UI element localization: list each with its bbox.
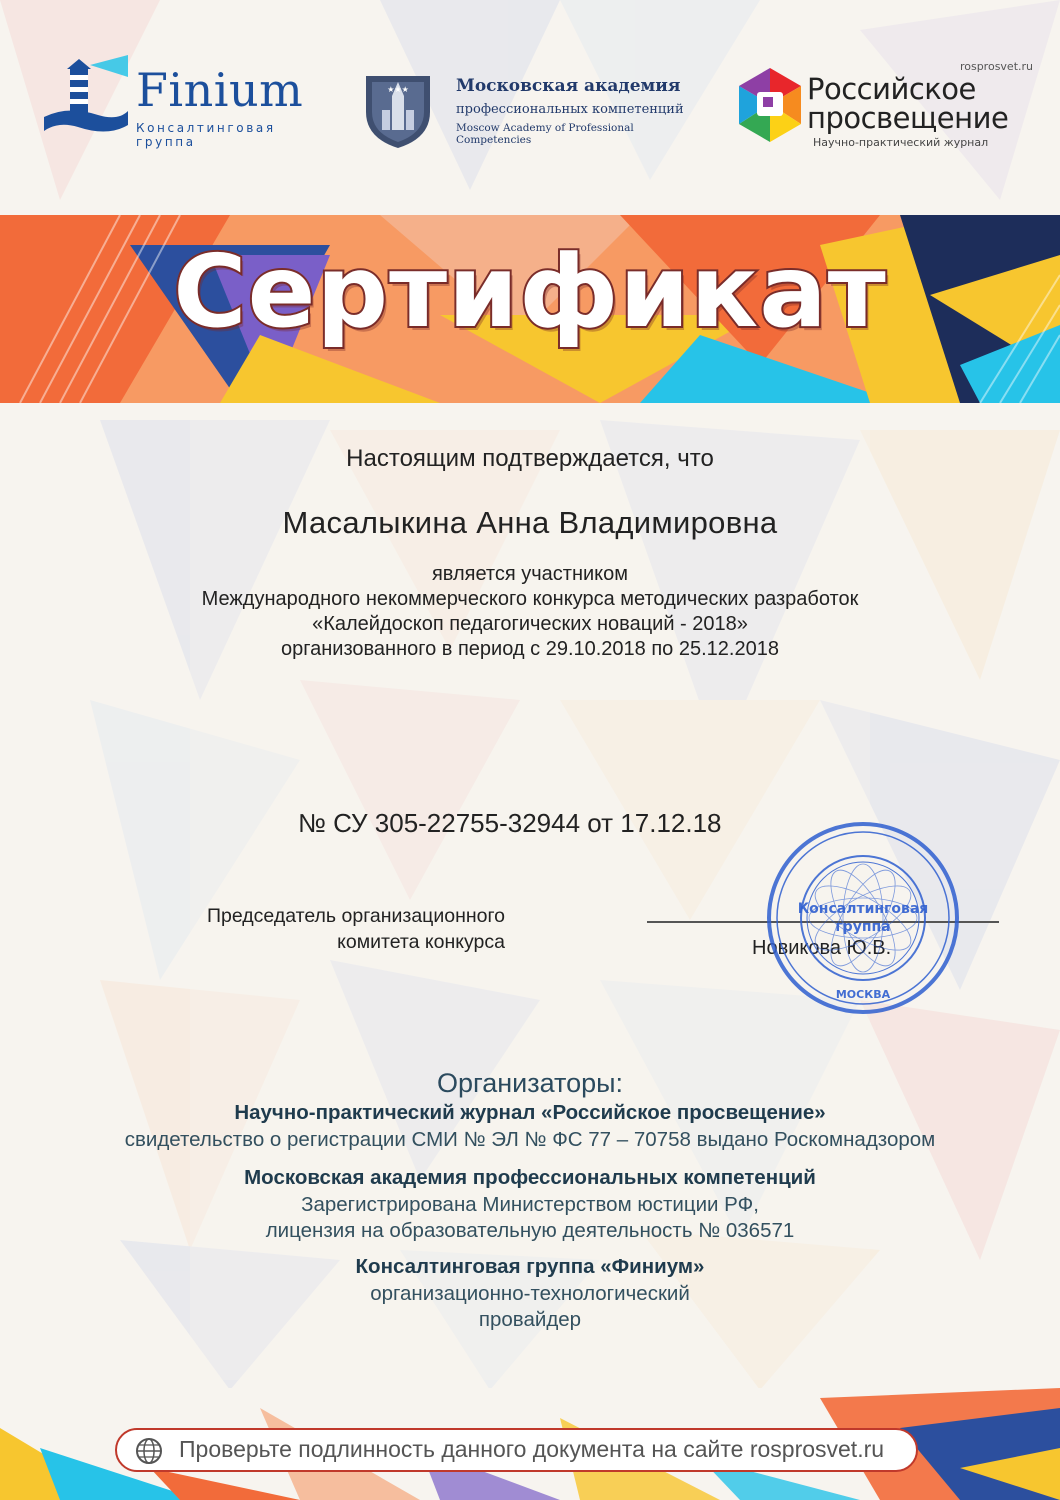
finium-logo — [38, 55, 338, 149]
organizer-academy-name: Московская академия профессиональных компетенций — [244, 1166, 816, 1189]
organizer-finium-name: Консалтинговая группа «Финиум» — [355, 1255, 705, 1278]
journal-logo — [735, 58, 1045, 158]
organizer-journal-registration: свидетельство о регистрации СМИ № ЭЛ № ФС 77 – 70758 выдано Роскомнадзором — [124, 1128, 936, 1151]
academy-logo — [358, 70, 708, 150]
stamp-text-line1: Консалтинговая — [797, 901, 929, 917]
participation-line-1: является участником — [431, 563, 629, 585]
stamp-text-line2: группа — [835, 919, 891, 935]
organizer-journal-name: Научно-практический журнал «Российское просвещение» — [234, 1101, 826, 1124]
certificate-number: № СУ 305-22755-32944 от 17.12.18 — [298, 808, 722, 838]
journal-name-line2: просвещение — [807, 101, 1009, 135]
recipient-name: Масалыкина Анна Владимировна — [282, 505, 778, 540]
chairman-title-line2: комитета конкурса — [337, 931, 505, 953]
journal-name-line1: Российское — [807, 72, 976, 106]
organizer-finium-role-2: провайдер — [478, 1308, 582, 1331]
finium-subtitle: Консалтинговая группа — [136, 121, 276, 149]
organizers-title: Организаторы: — [436, 1068, 624, 1098]
chairman-title — [100, 903, 505, 955]
lighthouse-icon — [38, 55, 130, 143]
finium-wordmark: Finium — [136, 63, 304, 117]
organizer-finium-role-1: организационно-технологический — [370, 1282, 690, 1305]
globe-icon — [135, 1437, 163, 1465]
verify-banner[interactable] — [115, 1428, 918, 1472]
participation-text — [0, 562, 1060, 662]
stamp-city: МОСКВА — [835, 988, 891, 1001]
certificate-title: Сертификат — [173, 233, 887, 350]
official-stamp — [765, 813, 961, 1023]
participation-line-4: организованного в период с 29.10.2018 по 25.12.2018 — [281, 638, 779, 660]
academy-name-english: Moscow Academy of Professional Competencies — [456, 122, 634, 146]
participation-line-3: «Калейдоскоп педагогических новаций - 2018» — [312, 613, 748, 635]
journal-tagline: Научно-практический журнал — [813, 136, 989, 149]
participation-line-2: Международного некоммерческого конкурса методических разработок — [201, 588, 859, 610]
intro-text: Настоящим подтверждается, что — [346, 445, 714, 472]
svg-text:★★★: ★★★ — [387, 85, 409, 94]
organizer-academy-registration-2: лицензия на образовательную деятельность № 036571 — [265, 1219, 795, 1242]
chairman-title-line1: Председатель организационного — [207, 905, 505, 927]
signer-name: Новикова Ю.В. — [752, 937, 892, 959]
academy-name-line1: Московская академия — [456, 76, 681, 96]
academy-name-line2: профессиональных компетенций — [456, 102, 684, 117]
verify-text[interactable]: Проверьте подлинность данного документа на сайте rosprosvet.ru — [179, 1436, 885, 1462]
academy-emblem-icon — [358, 70, 438, 150]
organizer-academy-registration-1: Зарегистрирована Министерством юстиции РФ, — [301, 1193, 759, 1216]
journal-hexagon-icon — [735, 66, 805, 146]
journal-site: rosprosvet.ru — [959, 60, 1033, 73]
